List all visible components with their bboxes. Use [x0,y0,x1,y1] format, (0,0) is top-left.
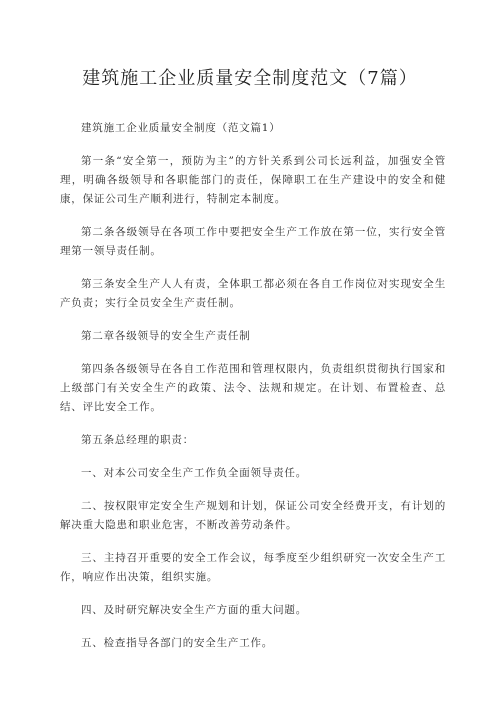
document-title: 建筑施工企业质量安全制度范文（7篇） [82,68,418,89]
paragraph-subtitle: 建筑施工企业质量安全制度（范文篇1） [81,122,281,134]
list-item: 五、检查指导各部门的安全生产工作。 [81,637,274,649]
list-item: 一、对本公司安全生产工作负全面领导责任。 [81,467,307,479]
document-body [60,119,446,667]
paragraph: 第二条各级领导在各项工作中要把安全生产工作放在第一位，实行安全管理第一领导责任制。 [60,226,446,257]
list-item: 二、按权限审定安全生产规划和计划，保证公司安全经费开支，有计划的解决重大隐患和职业危害，不断改善劳动条件。 [60,500,446,531]
chapter-heading: 第二章各级领导的安全生产责任制 [81,330,251,342]
list-item: 四、及时研究解决安全生产方面的重大问题。 [81,604,307,616]
paragraph: 第三条安全生产人人有责，全体职工都必须在各自工作岗位对实现安全生产负责；实行全员安全生产责任制。 [60,278,446,309]
paragraph: 第一条“安全第一，预防为主”的方针关系到公司长远利益，加强安全管理，明确各级领导和各职能部门的责任，保障职工在生产建设中的安全和健康，保证公司生产顺利进行，特制定本制度。 [60,155,446,205]
paragraph: 第四条各级领导在各自工作范围和管理权限内，负责组织贯彻执行国家和上级部门有关安全生产的政策、法令、法规和规定。在计划、布置检查、总结、评比安全工作。 [60,363,446,413]
paragraph: 第五条总经理的职责： [81,434,194,446]
list-item: 三、主持召开重要的安全工作会议，每季度至少组织研究一次安全生产工作，响应作出决策，组织实施。 [60,552,446,583]
